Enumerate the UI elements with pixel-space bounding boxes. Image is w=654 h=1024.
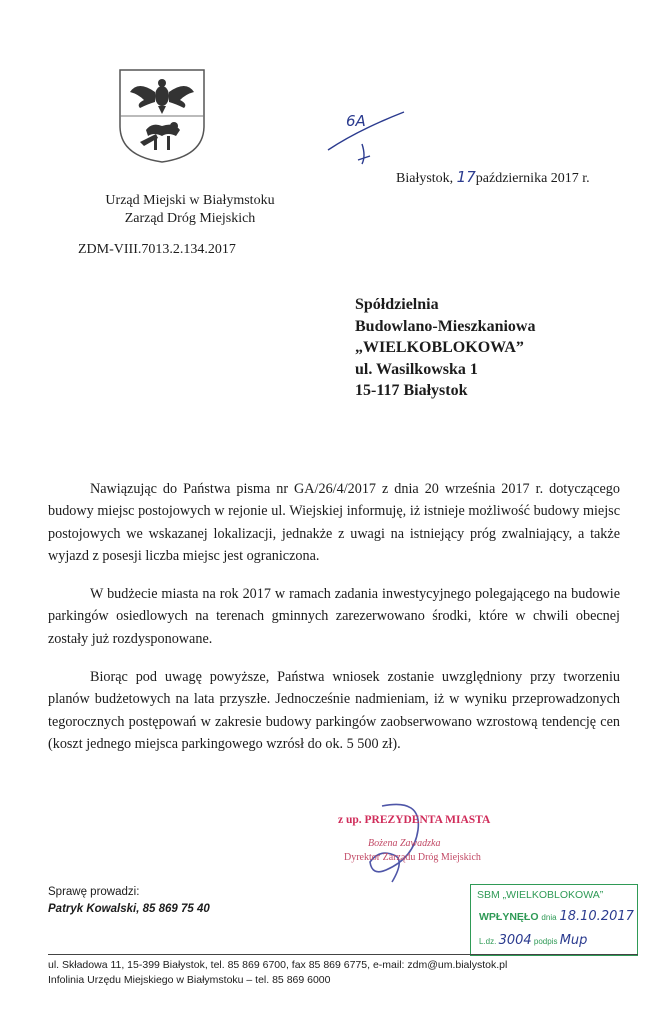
sender-block — [55, 192, 325, 228]
handwritten-arrow-icon — [318, 104, 408, 174]
signature-role: Dyrektor Zarządu Dróg Miejskich — [344, 852, 481, 863]
handled-by-label: Sprawę prowadzi: — [48, 886, 140, 898]
recipient-line: Spółdzielnia — [355, 296, 439, 313]
reference-number: ZDM-VIII.7013.2.134.2017 — [78, 242, 236, 257]
recipient-address — [355, 294, 535, 402]
handwritten-mark-text: 6A — [346, 112, 366, 130]
stamp-number-row — [479, 933, 587, 948]
footer-divider — [48, 954, 638, 955]
stamp-date-value: 18.10.2017 — [559, 909, 634, 924]
stamp-date-label: dnia — [541, 913, 557, 922]
stamp-number-label: L.dz. — [479, 937, 497, 946]
body-paragraph: W budżecie miasta na rok 2017 w ramach zadania inwestycyjnego polegającego na budowie parkingów osiedlowych na terenach gminnych zarezerwowano środki, które w chwili obecnej zostały już rozdysponowane. — [48, 586, 620, 647]
recipient-line: 15-117 Białystok — [355, 382, 468, 399]
recipient-line: Budowlano-Mieszkaniowa — [355, 317, 536, 335]
body-paragraph: Nawiązując do Państwa pisma nr GA/26/4/2017 z dnia 20 września 2017 r. dotyczącego budowy miejsc postojowych w rejonie ul. Wiejskiej informuję, iż istnieje możliwość budowy miejsc postojowych we wskazanej lokalizacji, jednakże z uwagi na istniejący próg zwalniający, a także wyjazd z posesji liczba miejsc jest ograniczona. — [48, 481, 620, 564]
footer-hotline: Infolinia Urzędu Miejskiego w Białymstoku – tel. 85 869 6000 — [48, 973, 331, 986]
handwritten-mark — [318, 104, 408, 174]
footer-address: ul. Składowa 11, 15-399 Białystok, tel. 85 869 6700, fax 85 869 6775, e-mail: zdm@um.bialystok.pl — [48, 959, 508, 971]
stamp-sign-value: Mup — [559, 933, 588, 948]
recipient-line: „WIELKOBLOKOWA” — [355, 339, 524, 356]
handled-by-person: Patryk Kowalski, 85 869 75 40 — [48, 902, 210, 915]
received-stamp — [470, 884, 638, 956]
sender-department: Zarząd Dróg Miejskich — [124, 211, 256, 226]
stamp-received: WPŁYNĘŁO — [479, 911, 539, 923]
stamp-sign-label: podpis — [533, 937, 558, 946]
footer — [48, 958, 507, 987]
stamp-org: SBM „WIELKOBLOKOWA” — [477, 889, 604, 901]
stamp-received-row — [479, 909, 634, 924]
recipient-line: ul. Wasilkowska 1 — [355, 360, 478, 378]
date-month-year: października 2017 r. — [475, 171, 590, 186]
signature-name: Bożena Zawadzka — [368, 838, 441, 849]
stamp-number-value: 3004 — [498, 933, 532, 948]
handled-by — [48, 884, 210, 917]
sender-office: Urząd Miejski w Białymstoku — [105, 193, 275, 208]
date-line — [396, 168, 590, 187]
body-paragraph: Biorąc pod uwagę powyższe, Państwa wniosek zostanie uwzględniony przy tworzeniu planów budżetowych na lata przyszłe. Jednocześnie nadmieniam, iż w wyniku przeprowadzonych tegorocznych postępowań w zakresie budowy parkingów zaobserwowano wzrostową tendencję cen (koszt jednego miejsca parkingowego wzrósł do ok. 5 500 zł). — [48, 669, 620, 752]
letter-body — [48, 478, 620, 771]
date-place: Białystok, — [396, 171, 454, 186]
date-day: 17 — [456, 168, 476, 186]
signature-title: z up. PREZYDENTA MIASTA — [338, 814, 491, 826]
city-crest-icon — [116, 66, 208, 164]
